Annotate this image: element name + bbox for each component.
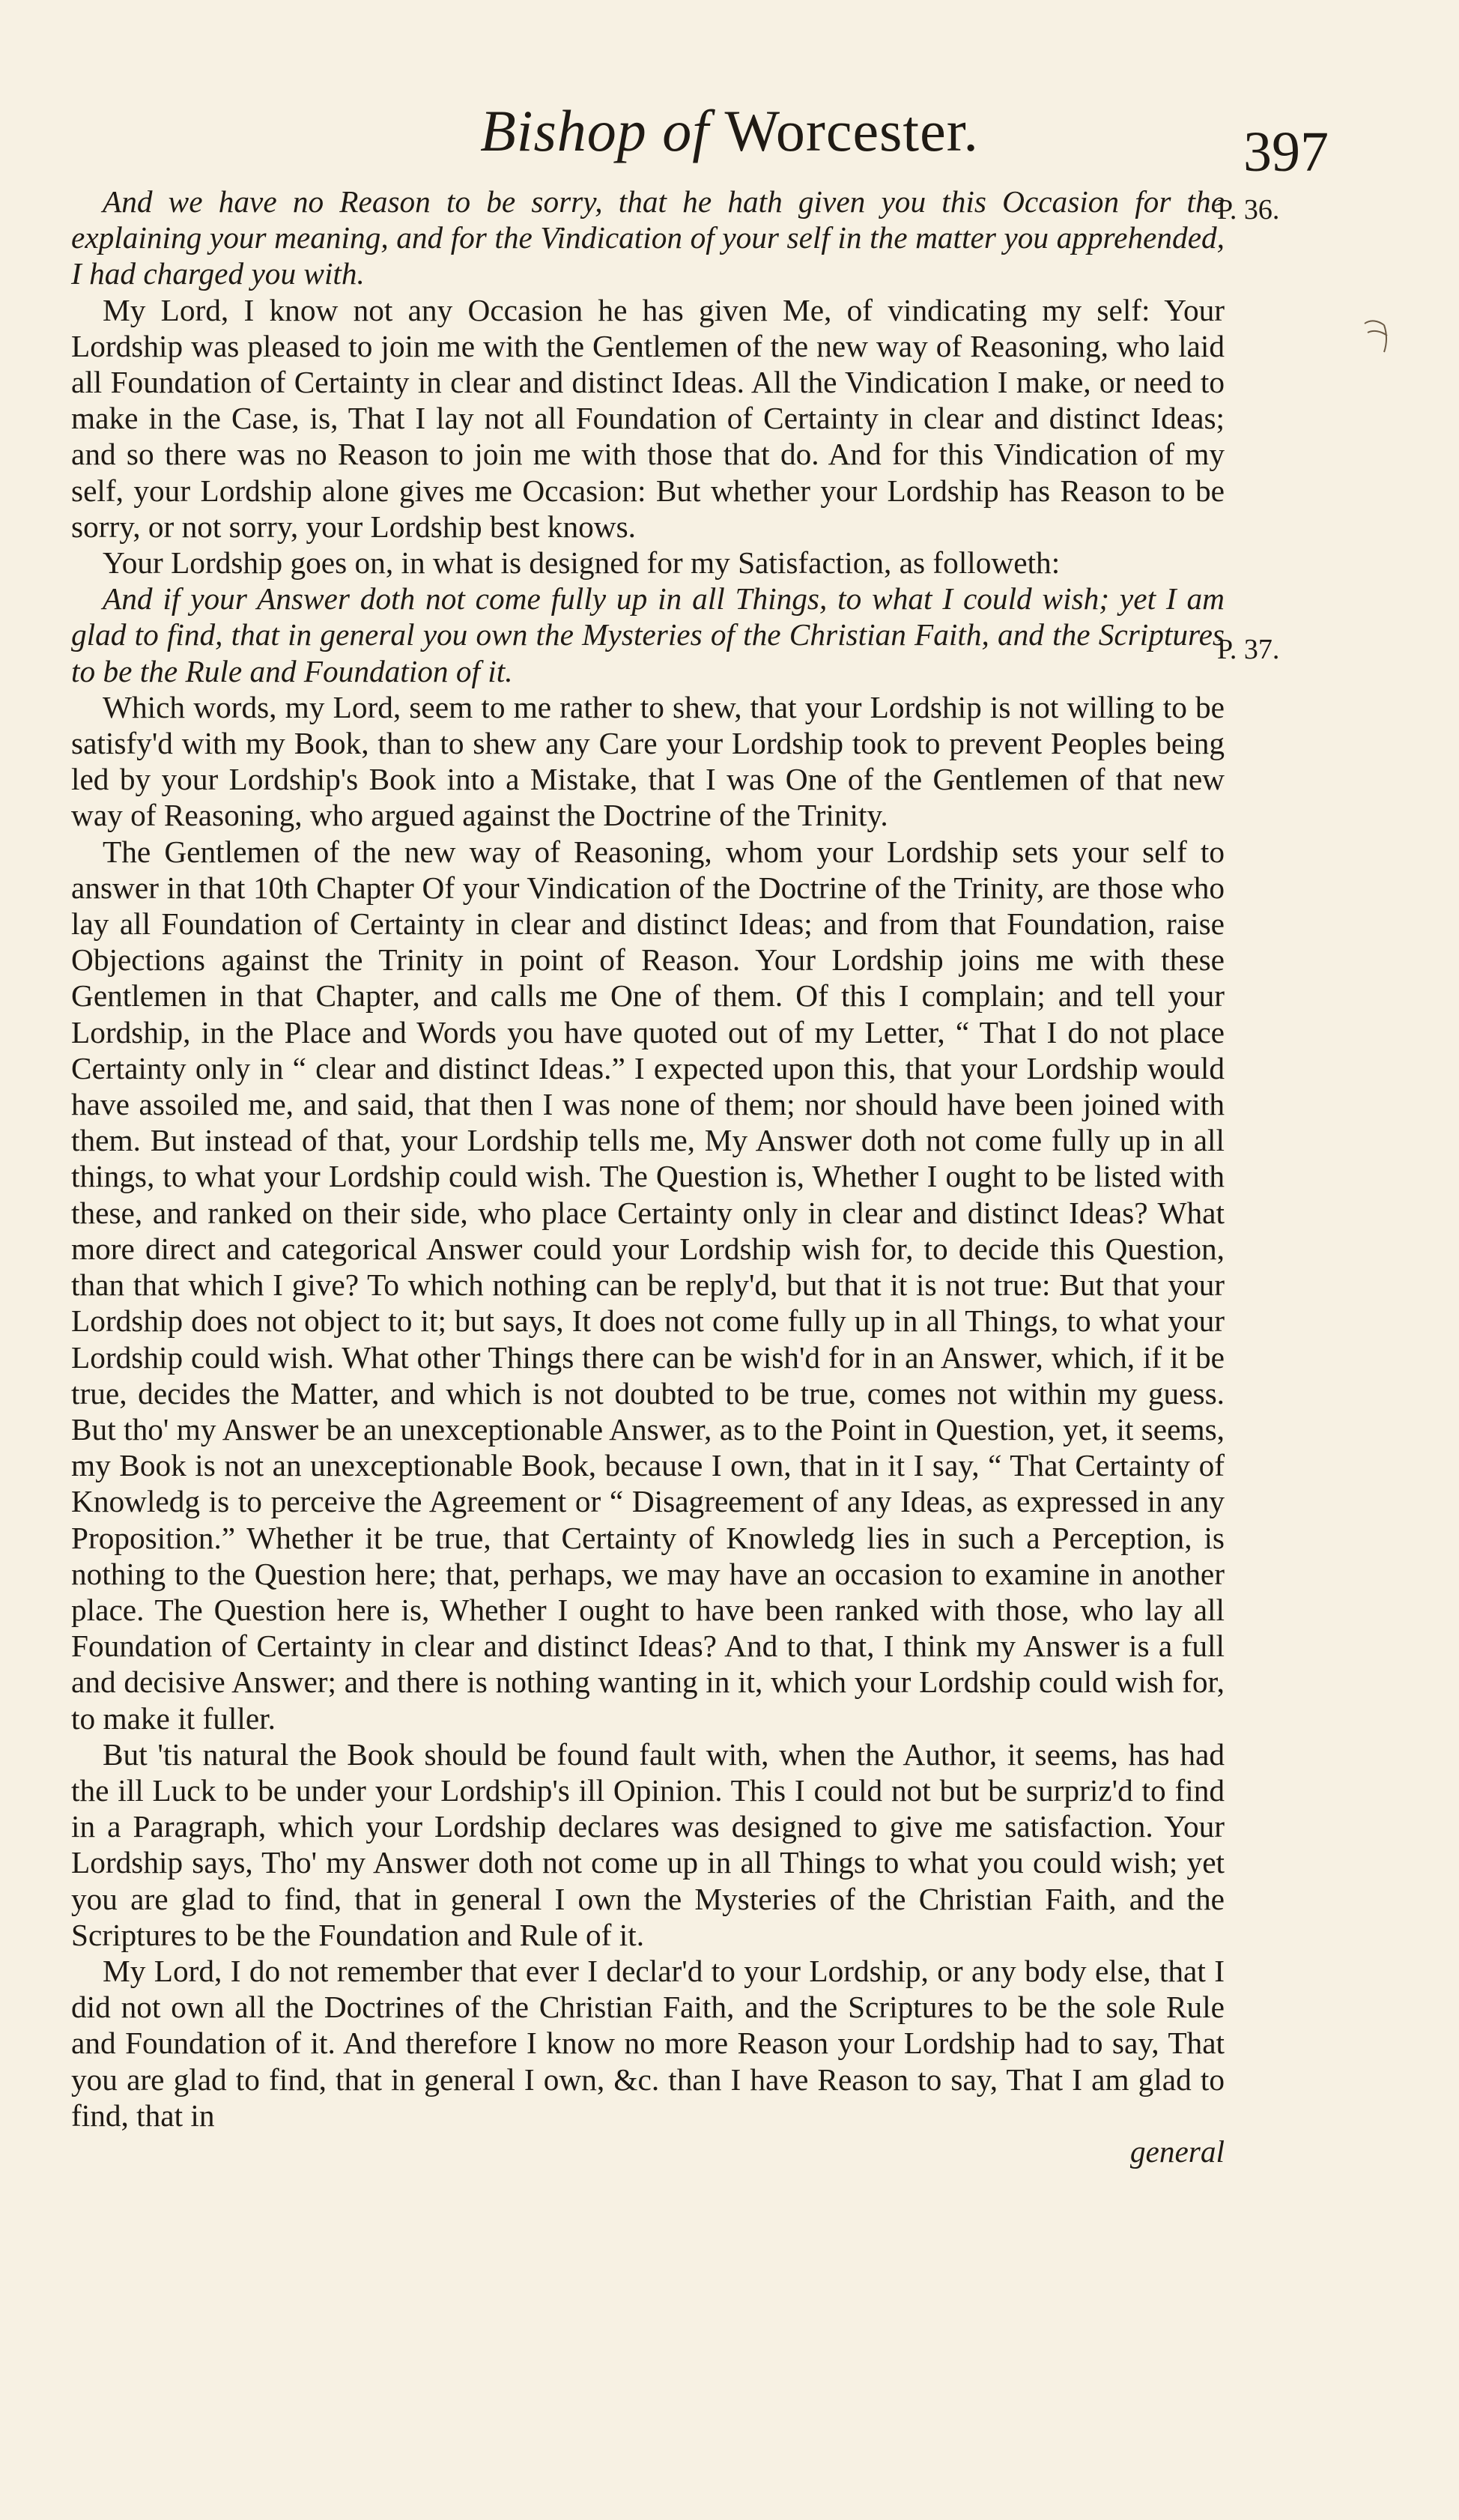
- paragraph-2: Your Lordship goes on, in what is designed for my Satisfaction, as followeth:: [103, 545, 1061, 581]
- paragraph-6: My Lord, I do not remember that ever I declar'd to your Lordship, or any body else, that I did not own all the Doctrines of the Christian Faith, and the Scriptures to be the sole Rule and Foundation of it. And therefore I know no more Reason your Lordship had to say, That you are glad to find, that in general I own, &c. than I have Reason to say, That I am glad to find, that in: [71, 1953, 1225, 2133]
- paragraph-3: Which words, my Lord, seem to me rather to shew, that your Lordship is not willing to be satisfy'd with my Book, than to shew any Care your Lordship took to prevent Peoples being led by your Lordship's Book into a Mistake, that I was One of the Gentlemen of that new way of Reasoning, who argued against the Doctrine of the Trinity.: [71, 689, 1225, 833]
- paragraph-1: My Lord, I know not any Occasion he has given Me, of vindicating my self: Your Lordship was pleased to join me with the Gentlemen of the new way of Reasoning, who laid all Foundation of Certainty in clear and distinct Ideas. All the Vindication I make, or need to make in the Case, is, That I lay not all Foundation of Certainty in clear and distinct Ideas; and so there was no Reason to join me with those that do. And for this Vindication of my self, your Lordship alone gives me Occasion: But whether your Lordship has Reason to be sorry, or not sorry, your Lordship best knows.: [71, 292, 1225, 544]
- margin-ink-mark: [1362, 313, 1392, 358]
- running-title-italic: Bishop of: [480, 98, 709, 163]
- margin-ref-p37: P. 37.: [1217, 634, 1280, 665]
- margin-ref-p36: P. 36.: [1217, 194, 1280, 225]
- paragraph-quote-2: And if your Answer doth not come fully up in all Things, to what I could wish; yet I am glad to find, that in general you own the Mysteries of the Christian Faith, and the Scriptures to be the Rule and Foundation of it.: [71, 581, 1225, 688]
- paragraph-4: The Gentlemen of the new way of Reasoning, whom your Lordship sets your self to answer in that 10th Chapter Of your Vindication of the Doctrine of the Trinity, are those who lay all Foundation of Certainty in clear and distinct Ideas; and from that Foundation, raise Objections against the Trinity in point of Reason. Your Lordship joins me with these Gentlemen in that Chapter, and calls me One of them. Of this I complain; and tell your Lordship, in the Place and Words you have quoted out of my Letter, “ That I do not place Certainty only in “ clear and distinct Ideas.” I expected upon this, that your Lordship would have assoiled me, and said, that then I was none of them; nor should have been joined with them. But instead of that, your Lordship tells me, My Answer doth not come fully up in all things, to what your Lordship could wish. The Question is, Whether I ought to be listed with these, and ranked on their side, who place Certainty only in clear and distinct Ideas? What more direct and categorical Answer could your Lordship wish for, to decide this Question, than that which I give? To which nothing can be reply'd, but that it is not true: But that your Lordship does not object to it; but says, It does not come fully up in all Things, to what your Lordship could wish. What other Things there can be wish'd for in an Answer, which, if it be true, decides the Matter, and which is not doubted to be true, comes not within my guess. But tho' my Answer be an unexceptionable Answer, as to the Point in Question, yet, it seems, my Book is not an unexceptionable Book, because I own, that in it I say, “ That Certainty of Knowledg is to perceive the Agreement or “ Disagreement of any Ideas, as expressed in any Proposition.” Whether it be true, that Certainty of Knowledg lies in such a Perception, is nothing to the Question here; that, perhaps, we may have an occasion to examine in another place. The Question here is, Whether I ought to have been ranked with those, who lay all Foundation of Certainty in clear and distinct Ideas? And to that, I think my Answer is a full and decisive Answer; and there is nothing wanting in it, which your Lordship could wish for, to make it fuller.: [71, 834, 1225, 1736]
- paragraph-5: But 'tis natural the Book should be found fault with, when the Author, it seems, has had the ill Luck to be under your Lordship's ill Opinion. This I could not but be surpriz'd to find in a Paragraph, which your Lordship declares was designed to give me satisfaction. Your Lordship says, Tho' my Answer doth not come up in all Things to what you could wish; yet you are glad to find, that in general I own the Mysteries of the Christian Faith, and the Scriptures to be the Foundation and Rule of it.: [71, 1736, 1225, 1952]
- body-text: [71, 184, 1225, 2169]
- running-title-roman: Worcester.: [724, 98, 979, 163]
- running-head: [0, 97, 1459, 165]
- catchword: general: [1129, 2133, 1225, 2169]
- paragraph-quote-1: And we have no Reason to be sorry, that he hath given you this Occasion for the explaining your meaning, and for the Vindication of your self in the matter you apprehended, I had charged you with.: [71, 184, 1225, 291]
- page-number: 397: [1243, 121, 1329, 184]
